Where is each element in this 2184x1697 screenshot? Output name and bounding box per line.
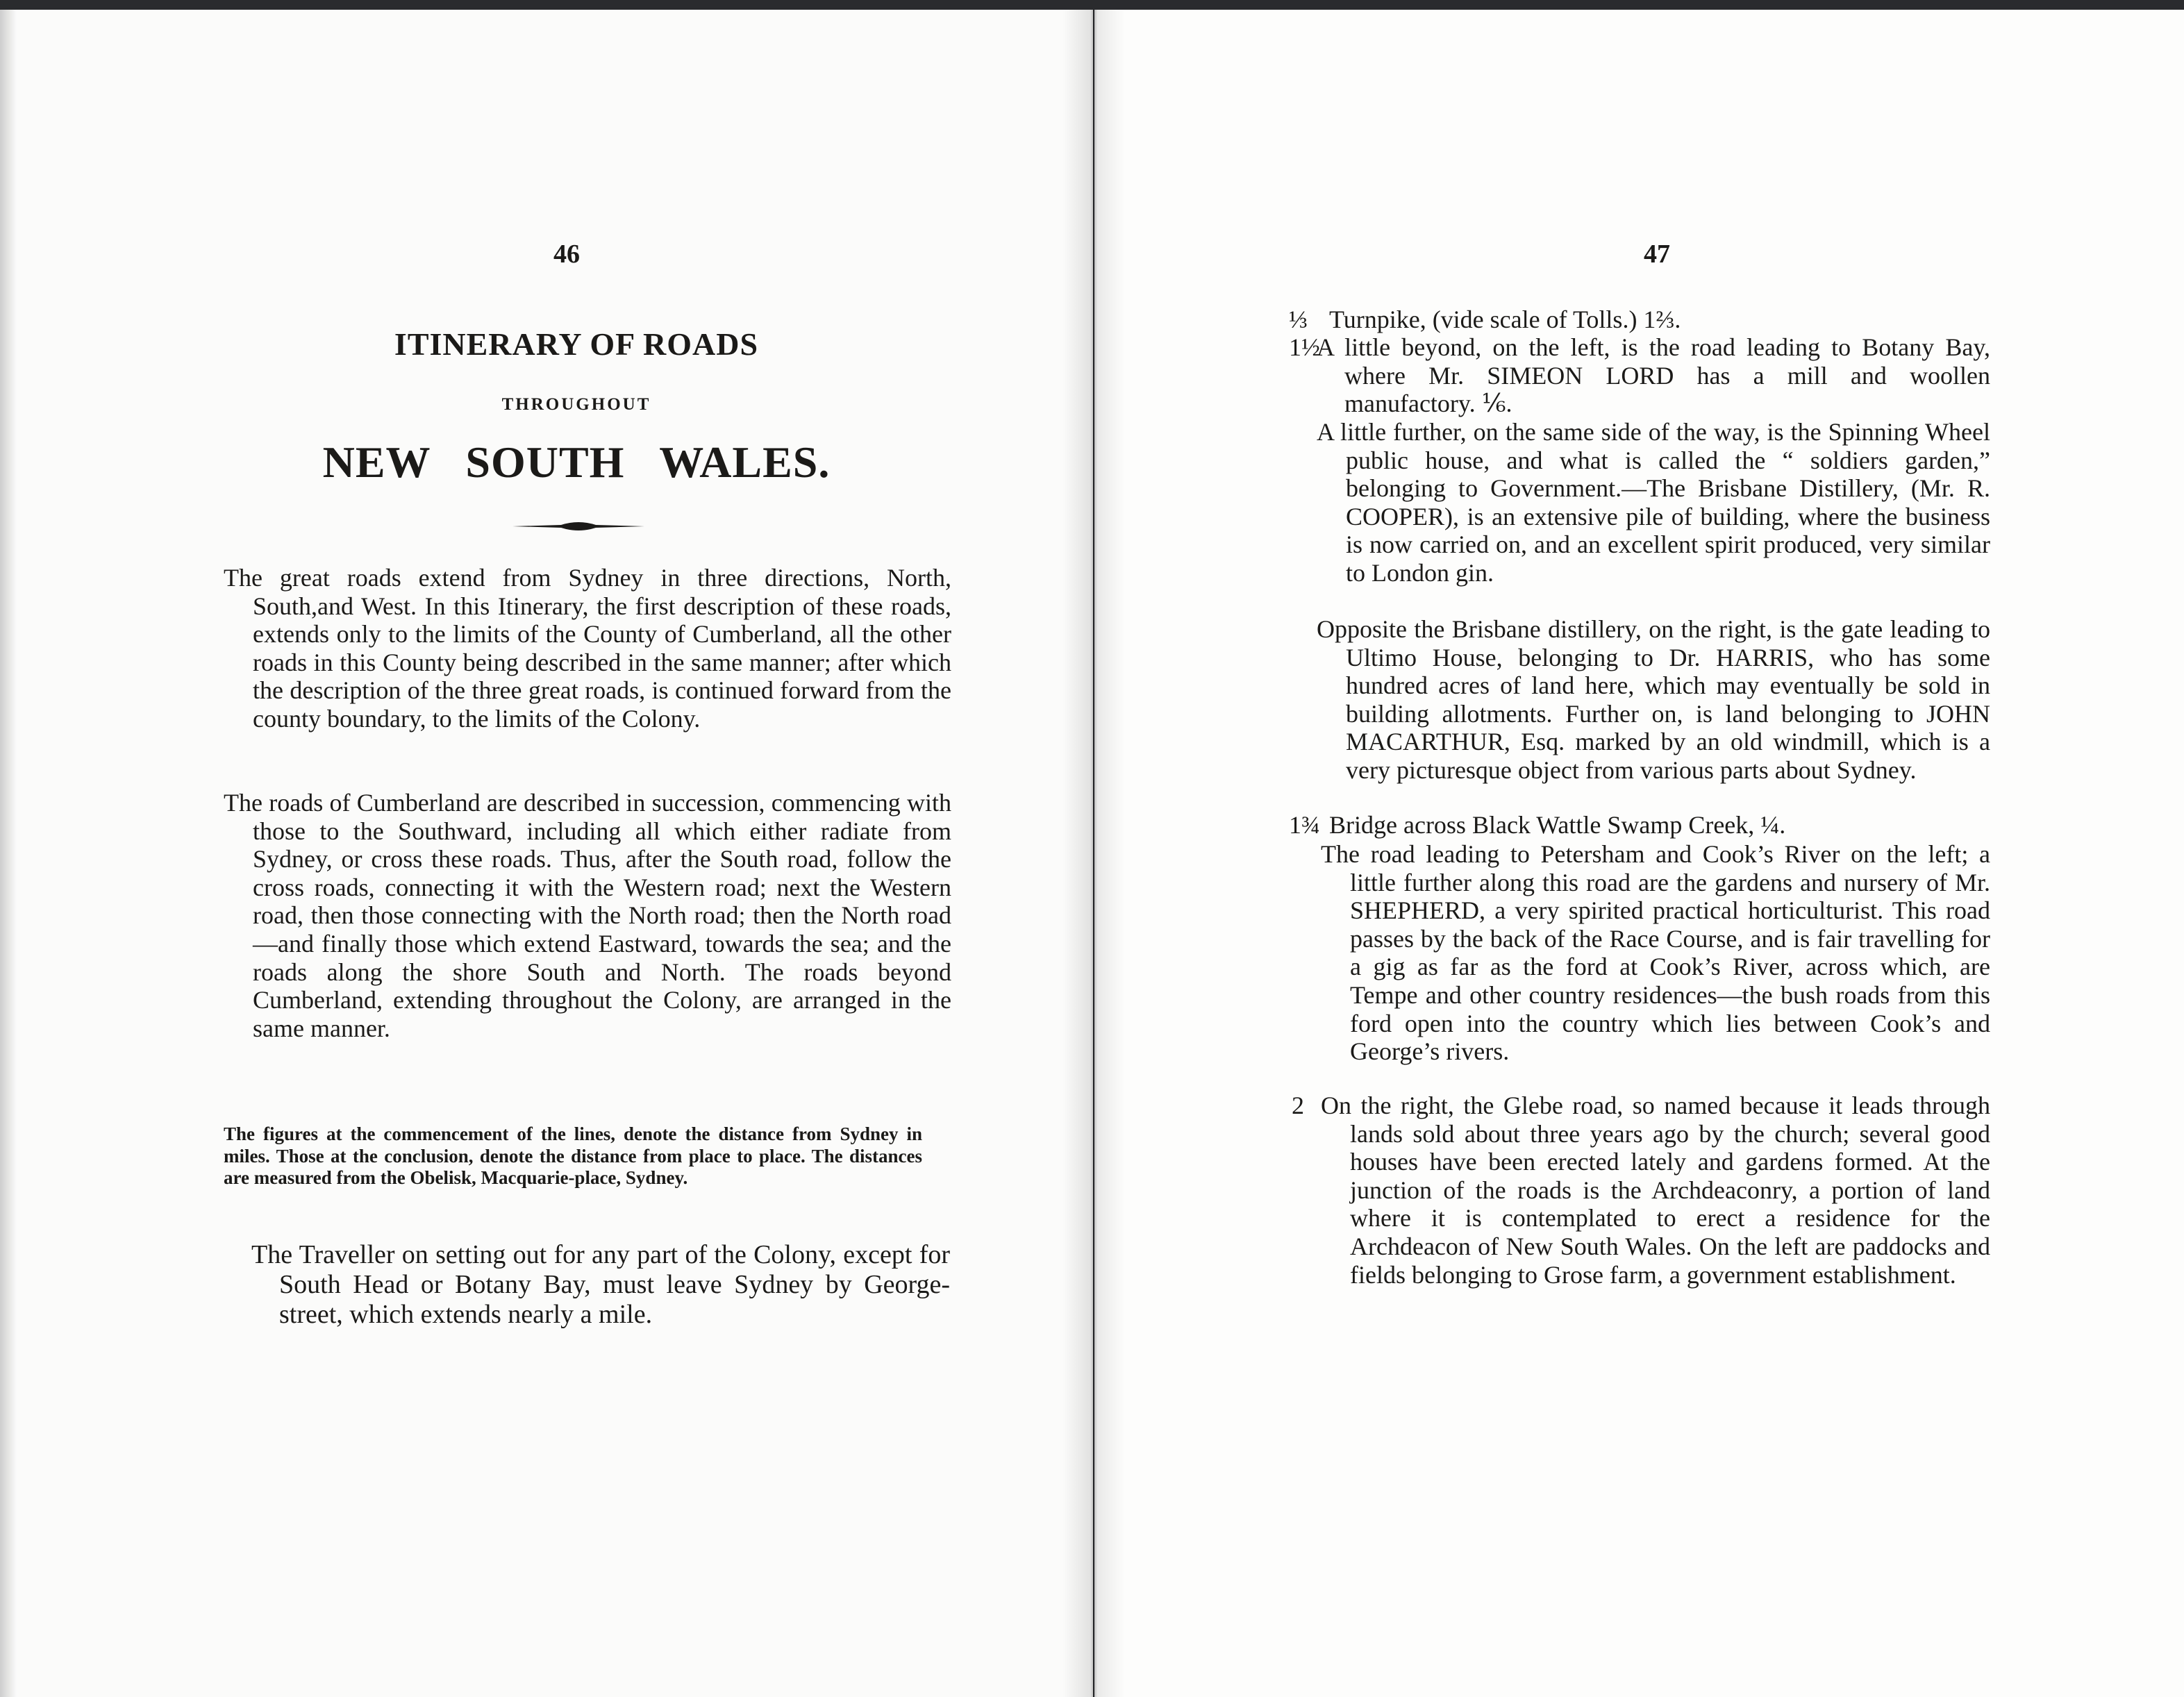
distance-marker: ⅓ xyxy=(1289,306,1308,333)
page-title: ITINERARY OF ROADS xyxy=(394,326,759,362)
page-number-right: 47 xyxy=(1644,240,1670,269)
main-heading: NEW SOUTH WALES. xyxy=(322,437,831,487)
right-page xyxy=(1094,10,2184,1697)
itinerary-entry xyxy=(1317,418,1990,587)
distance-marker: 2 xyxy=(1292,1092,1304,1119)
itinerary-entry xyxy=(1317,615,1990,785)
page-edge-shadow xyxy=(0,10,17,1697)
page-number-left: 46 xyxy=(553,240,580,269)
distance-marker: 1¾ xyxy=(1289,811,1320,839)
entry-text: Turnpike, (vide scale of Tolls.) 1⅔. xyxy=(1329,306,1681,333)
itinerary-entry xyxy=(1289,333,1990,418)
distance-marker: 1½ xyxy=(1289,333,1320,361)
intro-paragraph-2: The roads of Cumberland are described in succession, commencing with those to the Southward, including all which either radiate from Sydney, or cross these roads. Thus, after the South road, follow the cross roads, connecting it with the Western road; next the Western road, then those connecting with the North road; then the North road—and finally those which extend Eastward, towards the sea; and the roads along the shore South and North. The roads beyond Cumberland, extending throughout the Colony, are arranged in the same manner. xyxy=(224,789,951,1042)
left-page xyxy=(0,10,1093,1697)
entry-text: Opposite the Brisbane distillery, on the right, is the gate leading to Ultimo House, belonging to Dr. HARRIS, who has some hundred acres of land here, which may eventually be sold in building allotments. Further on, is land belonging to JOHN MACARTHUR, Esq. marked by an old windmill, which is a very picturesque object from various parts about Sydney. xyxy=(1317,615,1990,784)
page-subtitle: THROUGHOUT xyxy=(501,395,651,414)
entry-text: Bridge across Black Wattle Swamp Creek, ¼. xyxy=(1329,811,1786,839)
traveller-paragraph: The Traveller on setting out for any part of the Colony, except for South Head or Botany Bay, must leave Sydney by George-street, which extends nearly a mile. xyxy=(251,1240,950,1329)
itinerary-entry xyxy=(1321,840,1990,1066)
entry-text: On the right, the Glebe road, so named because it leads through lands sold about three years ago by the church; several good houses have been erected lately and gardens formed. At the junction of the roads is the Archdeaconry, a portion of land where it is contemplated to erect a residence for the Archdeacon of New South Wales. On the left are paddocks and fields belonging to Grose farm, a government establishment. xyxy=(1321,1092,1990,1289)
entry-text: The road leading to Petersham and Cook’s River on the left; a little further along this road are the gardens and nursery of Mr. SHEPHERD, a very spirited practical horticulturist. This road passes by the back of the Race Course, and is fair travelling for a gig as far as the ford at Cook’s River, across which, are Tempe and other country residences—the bush roads from this ford open into the country which lies between Cook’s and George’s rivers. xyxy=(1321,840,1990,1066)
itinerary-entry xyxy=(1289,811,1990,839)
itinerary-entry xyxy=(1289,306,1990,334)
entry-text: A little beyond, on the left, is the road leading to Botany Bay, where Mr. SIMEON LORD has a mill and woollen manufactory. ⅙. xyxy=(1317,333,1990,418)
itinerary-entry xyxy=(1292,1092,1990,1289)
intro-paragraph-1: The great roads extend from Sydney in three directions, North, South,and West. In this Itinerary, the first description of these roads, extends only to the limits of the County of Cumberland, all the other roads in this County being described in the same manner; after which the description of the three great roads, is continued forward from the county boundary, to the limits of the Colony. xyxy=(224,564,951,733)
distance-note: The figures at the commencement of the lines, denote the distance from Sydney in miles. Those at the conclusion, denote the distance from place to place. The distances are measured from the Obelisk, Macquarie-place, Sydney. xyxy=(224,1123,922,1188)
entry-text: A little further, on the same side of the way, is the Spinning Wheel public house, and what is called the “ soldiers garden,” belonging to Government.—The Brisbane Distillery, (Mr. R. COOPER), is an extensive pile of building, where the business is now carried on, and an excellent spirit produced, very similar to London gin. xyxy=(1317,418,1990,587)
ornament-divider xyxy=(512,518,644,535)
